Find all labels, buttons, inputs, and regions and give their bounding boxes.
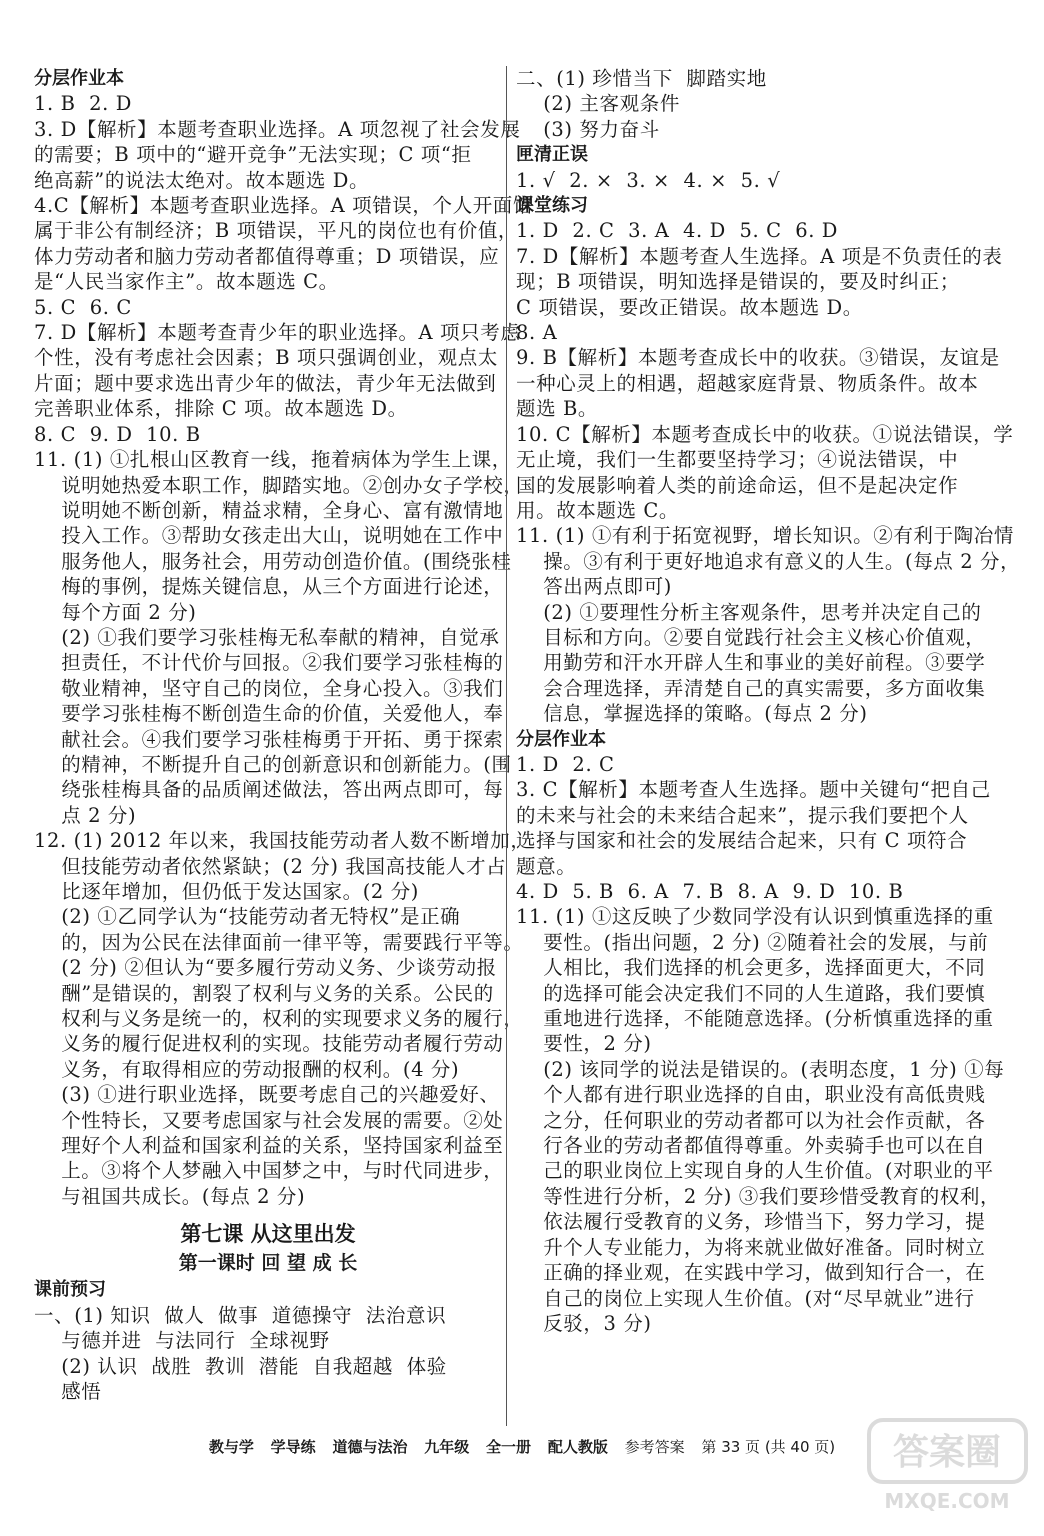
answer-line: 11. (1) ①扎根山区教育一线，拖着病体为学生上课， [34, 448, 512, 472]
answer-line: 片面；题中要求选出青少年的做法，青少年无法做到 [34, 371, 497, 395]
answer-line: 个性，没有考虑社会因素；B 项只强调创业，观点太 [34, 346, 498, 370]
answer-line: 5. C 6. C [34, 295, 132, 319]
answer-line: 上。③将个人梦融入中国梦之中，与时代同进步， [34, 1159, 504, 1183]
answer-line: 国的发展影响着人类的前途命运，但不是起决定作 [516, 473, 959, 497]
left-column [34, 66, 534, 1404]
answer-line: (2) ①乙同学认为“技能劳动者无特权”是正确 [34, 905, 461, 929]
answer-line: 个性特长，又要考虑国家与社会发展的需要。②处 [34, 1108, 504, 1132]
answer-line: 绕张桂梅具备的品质阐述做法，答出两点即可，每 [34, 778, 504, 802]
answer-line: 12. (1) 2012 年以来，我国技能劳动者人数不断增加， [34, 829, 531, 853]
answer-line: 一种心灵上的相遇，超越家庭背景、物质条件。故本 [516, 371, 979, 395]
answer-line: 人相比，我们选择的机会更多，选择面更大，不同 [516, 956, 986, 980]
answer-line: 体力劳动者和脑力劳动者都值得尊重；D 项错误，应 [34, 244, 500, 268]
section-heading: 匣清正误 [516, 144, 588, 166]
answer-line: 梅的事例，提炼关键信息，从三个方面进行论述， [34, 575, 504, 599]
footer-series: 学导练 [270, 1438, 316, 1456]
answer-line: 行各业的劳动者都值得尊重。外卖骑手也可以在自 [516, 1134, 986, 1158]
answer-line: 1. D 2. C 3. A 4. D 5. C 6. D [516, 219, 839, 243]
answer-line: 的精神，不断提升自己的创新意识和创新能力。(围 [34, 752, 512, 776]
answer-line: 选择与国家和社会的发展结合起来，只有 C 项符合 [516, 829, 968, 853]
answer-line: 己的职业岗位上实现自身的人生价值。(对职业的平 [516, 1159, 994, 1183]
answer-line: 9. B【解析】本题考查成长中的收获。③错误，友谊是 [516, 346, 1000, 370]
answer-line: (3) ①进行职业选择，既要考虑自己的兴趣爱好、 [34, 1083, 500, 1107]
section-heading: 分层作业本 [516, 728, 606, 750]
answer-line: 11. (1) ①这反映了少数同学没有认识到慎重选择的重 [516, 905, 994, 929]
answer-line: 7. D【解析】本题考查人生选择。A 项是不负责任的表 [516, 244, 1003, 268]
answer-line: 说明她不断创新，精益求精，全身心、富有激情地 [34, 498, 504, 522]
answer-line: 绝高薪”的说法太绝对。故本题选 D。 [34, 168, 370, 192]
answer-line: 的未来与社会的未来结合起来”，提示我们要把个人 [516, 803, 969, 827]
answer-line: 现；B 项错误，明知选择是错误的，要及时纠正； [516, 270, 960, 294]
section-heading: 课前预习 [34, 1279, 106, 1301]
answer-line: 完善职业体系，排除 C 项。故本题选 D。 [34, 397, 408, 421]
answer-line: 升个人专业能力，为将来就业做好准备。同时树立 [516, 1235, 986, 1259]
answer-line: 敬业精神，坚守自己的岗位，全身心投入。③我们 [34, 676, 504, 700]
answer-line: 义务，有取得相应的劳动报酬的权利。(4 分) [34, 1057, 460, 1081]
answer-line: 的选择可能会决定我们不同的人生道路，我们要慎 [516, 981, 986, 1005]
answer-line: 7. D【解析】本题考查青少年的职业选择。A 项只考虑 [34, 321, 521, 345]
answer-line: 服务他人，服务社会，用劳动创造价值。(围绕张桂 [34, 549, 512, 573]
answer-line: 属于非公有制经济；B 项错误，平凡的岗位也有价值， [34, 219, 519, 243]
answer-line: 依法履行受教育的义务，珍惜当下，努力学习，提 [516, 1210, 986, 1234]
answer-line: 但技能劳动者依然紧缺；(2 分) 我国高技能人才占 [34, 854, 507, 878]
answer-line: 4.C【解析】本题考查职业选择。A 项错误，个人开面馆 [34, 194, 534, 218]
answer-line: 感悟 [34, 1379, 102, 1403]
footer-page-number: 第 33 页 (共 40 页) [701, 1438, 836, 1456]
answer-line: 目标和方向。②要自觉践行社会主义核心价值观， [516, 625, 986, 649]
answer-line: 无止境，我们一生都要坚持学习；④说法错误，中 [516, 448, 959, 472]
answer-line: 说明她热爱本职工作，脚踏实地。②创办女子学校， [34, 473, 524, 497]
answer-line: 4. D 5. B 6. A 7. B 8. A 9. D 10. B [516, 880, 904, 903]
footer-section: 参考答案 [624, 1438, 685, 1456]
footer-grade: 九年级 [424, 1438, 470, 1456]
answer-line: 义务的履行促进权利的实现。技能劳动者履行劳动 [34, 1032, 504, 1056]
answer-line: 10. C【解析】本题考查成长中的收获。①说法错误，学 [516, 422, 1014, 446]
answer-line: 重地进行选择，不能随意选择。(分析慎重选择的重 [516, 1007, 994, 1031]
answer-line: 二、(1) 珍惜当下 脚踏实地 [516, 67, 767, 90]
answer-line: (3) 努力奋斗 [516, 117, 660, 141]
footer-subject: 道德与法治 [332, 1438, 408, 1456]
answer-line: 理好个人利益和国家利益的关系，坚持国家利益至 [34, 1134, 504, 1158]
answer-line: 与德并进 与法同行 全球视野 [34, 1329, 330, 1353]
answer-line: 之分，任何职业的劳动者都可以为社会作贡献，各 [516, 1108, 986, 1132]
answer-line: 等性进行分析，2 分) ③我们要珍惜受教育的权利， [516, 1184, 1001, 1208]
answer-line: 11. (1) ①有利于拓宽视野，增长知识。②有利于陶冶情 [516, 524, 1014, 548]
answer-line: 题选 B。 [516, 397, 599, 421]
watermark-url: MXQE.COM [884, 1489, 1010, 1513]
answer-line: (2 分) ②但认为“要多履行劳动义务、少谈劳动报 [34, 956, 497, 980]
answer-line: 题意。 [516, 854, 577, 878]
footer-brand: 教与学 [208, 1438, 254, 1456]
answer-line: 3. D【解析】本题考查职业选择。A 项忽视了社会发展 [34, 117, 521, 141]
answer-line: (2) ①要理性分析主客观条件，思考并决定自己的 [516, 600, 982, 624]
answer-line: 与祖国共成长。(每点 2 分) [34, 1184, 306, 1208]
answer-line: 献社会。④我们要学习张桂梅勇于开拓、勇于探索 [34, 727, 504, 751]
answer-line: 用。故本题选 C。 [516, 498, 680, 522]
answer-line: 要性，2 分) [516, 1032, 652, 1056]
answer-line: 正确的择业观，在实践中学习，做到知行合一，在 [516, 1261, 986, 1285]
answer-line: 答出两点即可) [516, 575, 673, 599]
answer-line: 是“人民当家作主”。故本题选 C。 [34, 270, 339, 294]
answer-line: 要学习张桂梅不断创造生命的价值，关爱他人，奉 [34, 702, 504, 726]
answer-line: (2) 该同学的说法是错误的。(表明态度，1 分) ①每 [516, 1057, 1005, 1081]
answer-line: 会合理选择，弄清楚自己的真实需要，多方面收集 [516, 676, 986, 700]
answer-line: 一、(1) 知识 做人 做事 道德操守 法治意识 [34, 1303, 447, 1327]
answer-line: 1. D 2. C [516, 752, 615, 776]
answer-line: 3. C【解析】本题考查人生选择。题中关键句“把自己 [516, 778, 991, 802]
answer-line: 的需要；B 项中的“避开竞争”无法实现；C 项“拒 [34, 143, 472, 167]
answer-line: 1. B 2. D [34, 92, 132, 116]
answer-line: 操。③有利于更好地追求有意义的人生。(每点 2 分， [516, 549, 1021, 573]
answer-line: 点 2 分) [34, 803, 137, 827]
answer-line: (2) 主客观条件 [516, 92, 680, 116]
answer-line: (2) ①我们要学习张桂梅无私奉献的精神，自觉承 [34, 625, 500, 649]
lesson-subtitle: 第一课时 回 望 成 长 [178, 1252, 358, 1275]
answer-line: C 项错误，要改正错误。故本题选 D。 [516, 295, 863, 319]
column-divider [506, 66, 507, 1426]
answer-line: 权利与义务是统一的，权利的实现要求义务的履行， [34, 1007, 524, 1031]
answer-line: 自己的岗位上实现人生价值。(对“尽早就业”进行 [516, 1286, 975, 1310]
answer-line: 投入工作。③帮助女孩走出大山，说明她在工作中 [34, 524, 504, 548]
answer-line: (2) 认识 战胜 教训 潜能 自我超越 体验 [34, 1354, 447, 1378]
answer-line: 酬”是错误的，割裂了权利与义务的关系。公民的 [34, 981, 494, 1005]
answer-line: 个人都有进行职业选择的自由，职业没有高低贵贱 [516, 1083, 986, 1107]
watermark-logo [865, 1416, 1030, 1516]
section-heading: 分层作业本 [34, 68, 124, 89]
footer-edition: 配人教版 [547, 1438, 608, 1456]
footer-volume: 全一册 [486, 1438, 532, 1456]
lesson-title: 第七课 从这里出发 [180, 1222, 356, 1247]
watermark-text: 答案圈 [892, 1432, 1002, 1473]
answer-line: 用勤劳和汗水开辟人生和事业的美好前程。③要学 [516, 651, 986, 675]
answer-line: 的，因为公民在法律面前一律平等，需要践行平等。 [34, 930, 524, 954]
answer-line: 1. √ 2. × 3. × 4. × 5. √ [516, 168, 781, 192]
right-column [516, 66, 1021, 1336]
answer-line: 反驳，3 分) [516, 1311, 652, 1335]
section-heading: 课堂练习 [516, 195, 588, 217]
answer-line: 每个方面 2 分) [34, 600, 197, 624]
answer-line: 比逐年增加，但仍低于发达国家。(2 分) [34, 880, 420, 903]
answer-line: 8. C 9. D 10. B [34, 422, 201, 446]
answer-line: 要性。(指出问题，2 分) ②随着社会的发展，与前 [516, 930, 989, 954]
answer-line: 担责任，不计代价与回报。②我们要学习张桂梅的 [34, 651, 504, 675]
answer-line: 8. A [516, 321, 558, 345]
answer-line: 信息，掌握选择的策略。(每点 2 分) [516, 702, 868, 726]
